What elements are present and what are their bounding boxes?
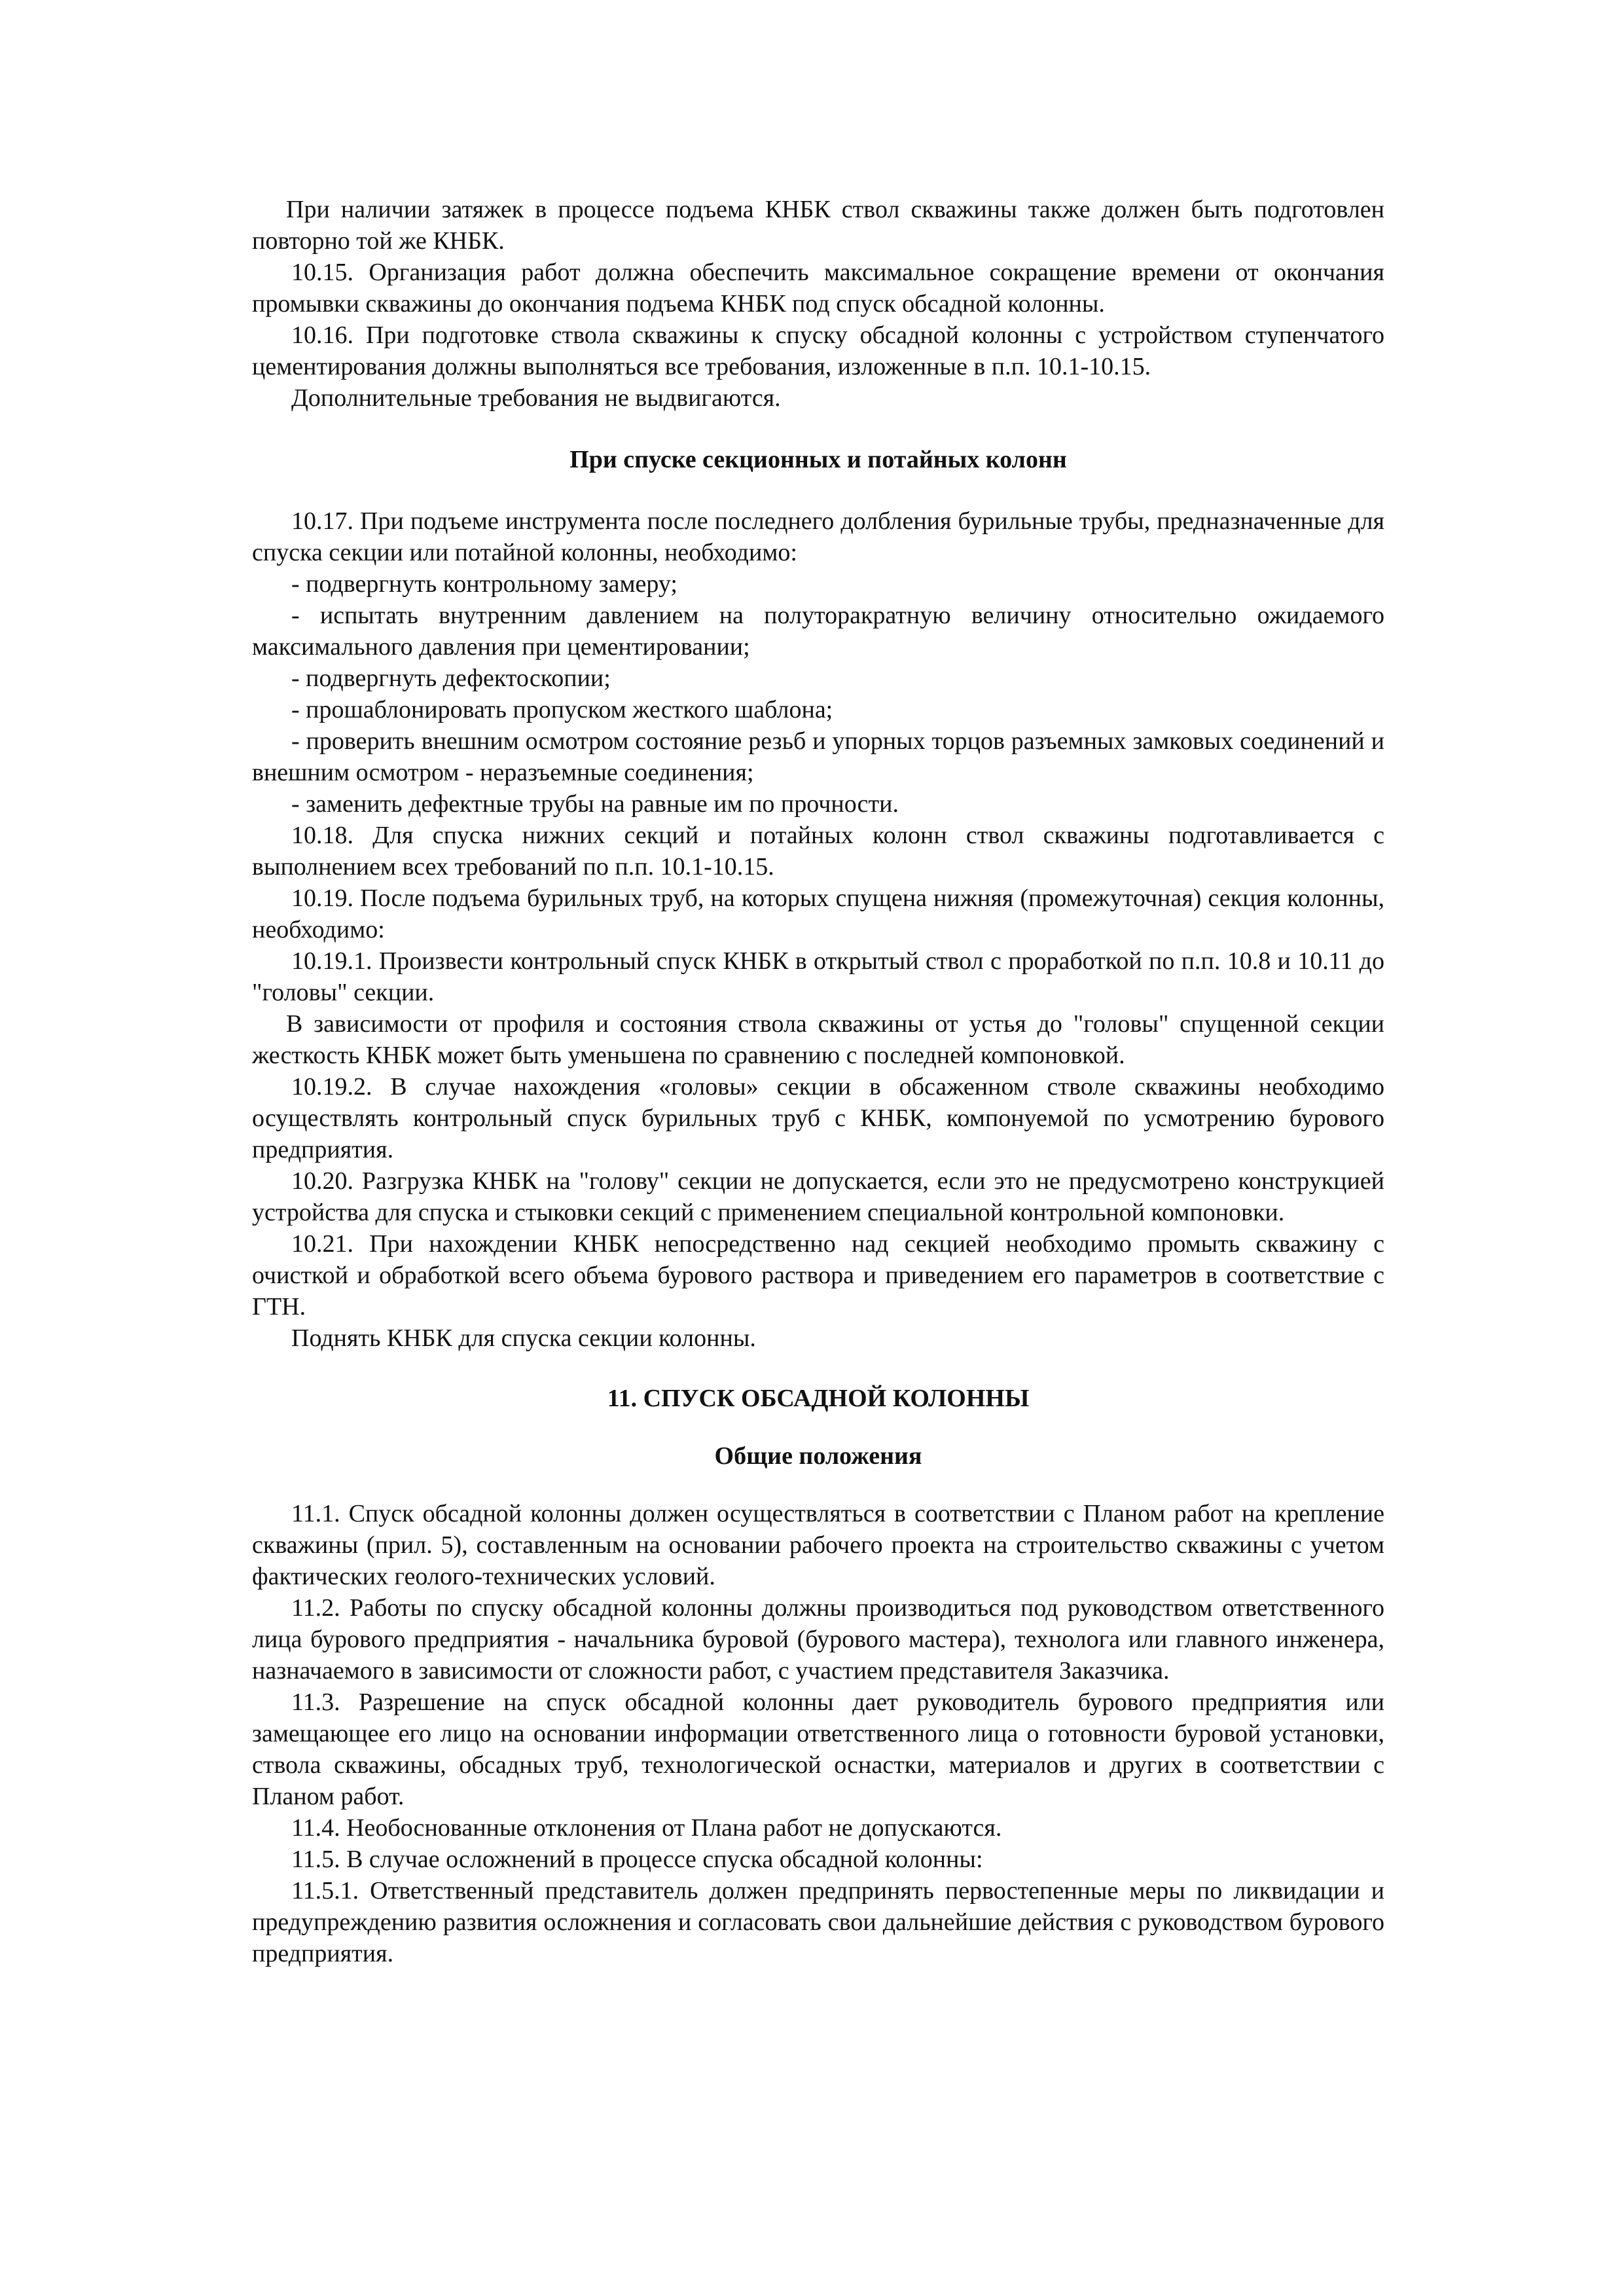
paragraph-10-19: 10.19. После подъема бурильных труб, на которых спущена нижняя (промежуточная) секция колонны, необходимо: bbox=[252, 884, 1384, 943]
paragraph-tightening: При наличии затяжек в процессе подъема КНБК ствол скважины также должен быть подготовлен повторно той же КНБК. bbox=[252, 196, 1384, 255]
list-item-pressure-test: - испытать внутренним давлением на полуторакратную величину относительно ожидаемого максимального давления при цементировании; bbox=[252, 602, 1384, 661]
paragraph-11-2: 11.2. Работы по спуску обсадной колонны должны производиться под руководством ответственного лица бурового предприятия - начальника буровой (бурового мастера), технолога или главного инженера, назначаемого в зависимости от сложности работ, с участием представителя Заказчика. bbox=[252, 1594, 1384, 1685]
list-item-measure: - подвергнуть контрольному замеру; bbox=[291, 570, 677, 598]
list-item-inspect-threads: - проверить внешним осмотром состояние резьб и упорных торцов разъемных замковых соединений и внешним осмотром - неразъемные соединения; bbox=[252, 727, 1384, 786]
paragraph-11-4: 11.4. Необоснованные отклонения от Плана работ не допускаются. bbox=[291, 1814, 1002, 1842]
spacer bbox=[252, 475, 1384, 505]
list-item-replace-pipes: - заменить дефектные трубы на равные им по прочности. bbox=[291, 790, 899, 818]
paragraph-no-extra-requirements: Дополнительные требования не выдвигаются. bbox=[291, 384, 781, 412]
section-heading-liners: При спуске секционных и потайных колонн bbox=[569, 446, 1067, 473]
list-item-flaw-detection: - подвергнуть дефектоскопии; bbox=[291, 665, 611, 692]
paragraph-11-1: 11.1. Спуск обсадной колонны должен осуществляться в соответствии с Планом работ на крепление скважины (прил. 5), составленным на основании рабочего проекта на строительство скважины с учетом фактических геолого-технических условий. bbox=[252, 1500, 1384, 1590]
paragraph-10-15: 10.15. Организация работ должна обеспечить максимальное сокращение времени от окончания промывки скважины до окончания подъема КНБК под спуск обсадной колонны. bbox=[252, 259, 1384, 318]
paragraph-10-20: 10.20. Разгрузка КНБК на "голову" секции не допускается, если это не предусмотрено конструкцией устройства для спуска и стыковки секций с применением специальной контрольной компоновки. bbox=[252, 1167, 1384, 1226]
paragraph-lift-bha: Поднять КНБК для спуска секции колонны. bbox=[291, 1324, 756, 1352]
document-page bbox=[252, 194, 1384, 1969]
spacer bbox=[252, 414, 1384, 444]
paragraph-stiffness: В зависимости от профиля и состояния ствола скважины от устья до "головы" спущенной секции жесткость КНБК может быть уменьшена по сравнению с последней компоновкой. bbox=[252, 1010, 1384, 1069]
paragraph-10-18: 10.18. Для спуска нижних секций и потайных колонн ствол скважины подготавливается с выполнением всех требований по п.п. 10.1-10.15. bbox=[252, 822, 1384, 881]
paragraph-11-5-1: 11.5.1. Ответственный представитель должен предпринять первостепенные меры по ликвидации и предупреждению развития осложнения и согласовать свои дальнейшие действия с руководством бурового предприятия. bbox=[252, 1877, 1384, 1967]
paragraph-10-17: 10.17. При подъеме инструмента после последнего долбления бурильные трубы, предназначенные для спуска секции или потайной колонны, необходимо: bbox=[252, 507, 1384, 566]
paragraph-10-19-2: 10.19.2. В случае нахождения «головы» секции в обсаженном стволе скважины необходимо осуществлять контрольный спуск бурильных труб с КНБК, компонуемой по усмотрению бурового предприятия. bbox=[252, 1073, 1384, 1163]
spacer bbox=[252, 1354, 1384, 1383]
section-heading-general: Общие положения bbox=[714, 1442, 922, 1470]
paragraph-11-5: 11.5. В случае осложнений в процессе спуска обсадной колонны: bbox=[291, 1846, 983, 1873]
paragraph-11-3: 11.3. Разрешение на спуск обсадной колонны дает руководитель бурового предприятия или замещающее его лицо на основании информации ответственного лица о готовности буровой установки, ствола скважины, обсадных труб, технологической оснастки, материалов и других в соответствии с Планом работ. bbox=[252, 1688, 1384, 1810]
paragraph-10-16: 10.16. При подготовке ствола скважины к спуску обсадной колонны с устройством ступенчатого цементирования должны выполняться все требования, изложенные в п.п. 10.1-10.15. bbox=[252, 321, 1384, 380]
paragraph-10-19-1: 10.19.1. Произвести контрольный спуск КНБК в открытый ствол с проработкой по п.п. 10.8 и 10.11 до "головы" секции. bbox=[252, 947, 1384, 1006]
spacer bbox=[252, 1414, 1384, 1440]
list-item-drift: - прошаблонировать пропуском жесткого шаблона; bbox=[291, 696, 833, 723]
spacer bbox=[252, 1472, 1384, 1498]
chapter-heading-11: 11. СПУСК ОБСАДНОЙ КОЛОННЫ bbox=[607, 1385, 1030, 1412]
paragraph-10-21: 10.21. При нахождении КНБК непосредственно над секцией необходимо промыть скважину с очисткой и обработкой всего объема бурового раствора и приведением его параметров в соответствие с ГТН. bbox=[252, 1230, 1384, 1321]
